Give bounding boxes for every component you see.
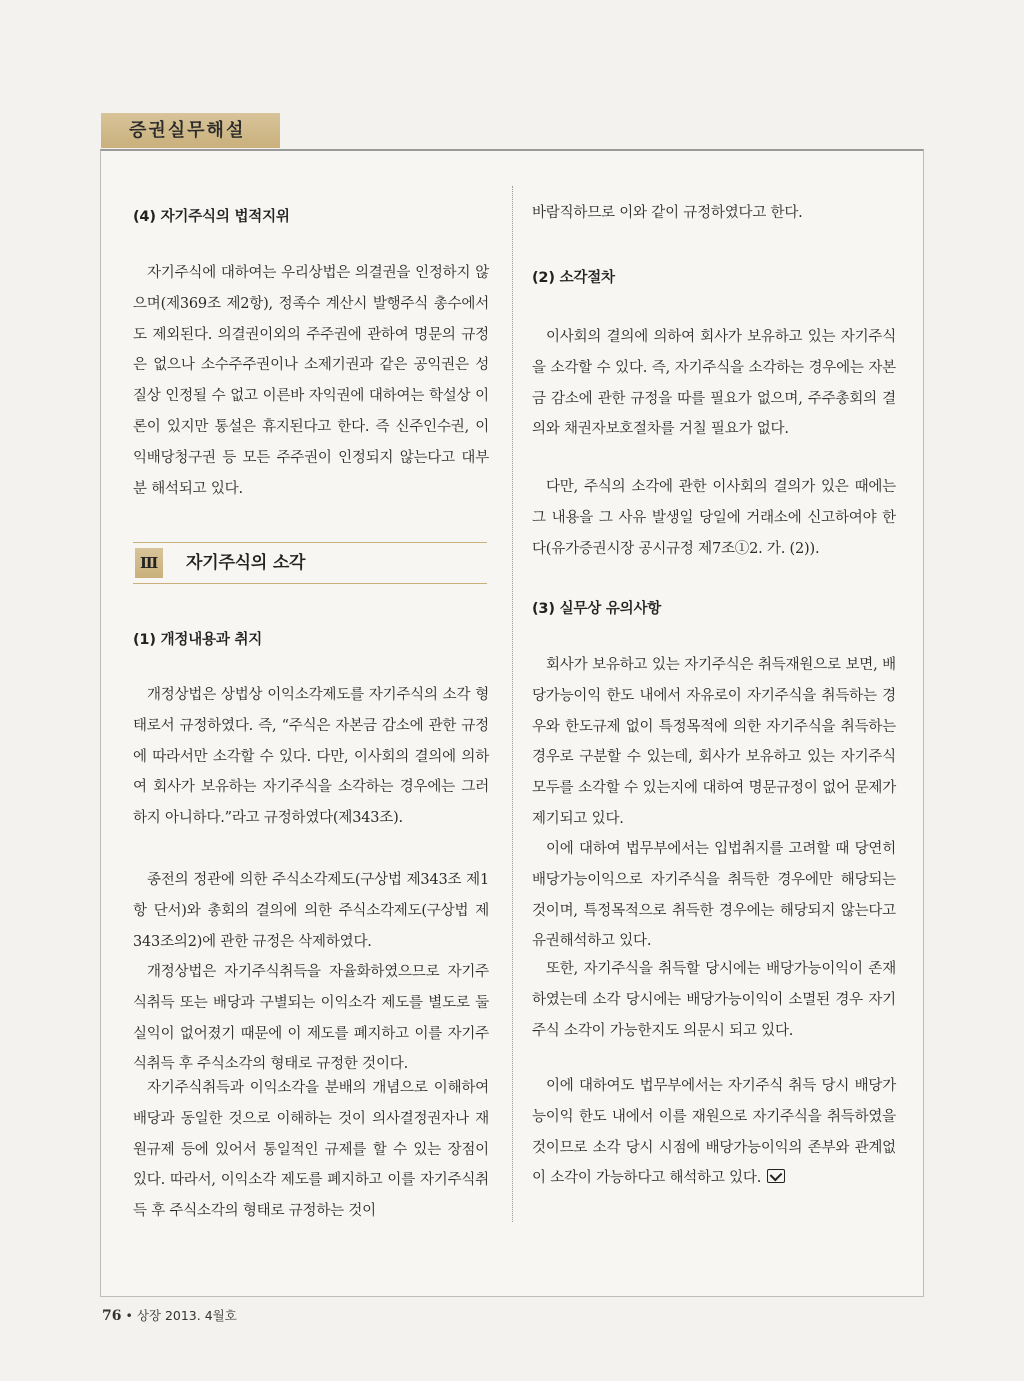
paragraph: 바람직하므로 이와 같이 규정하였다고 한다. — [532, 205, 803, 221]
subheading-procedure: (2) 소각절차 — [532, 270, 615, 286]
paragraph: 다만, 주식의 소각에 관한 이사회의 결의가 있은 때에는 그 내용을 그 사유 발생일 당일에 거래소에 신고하여야 한다(유가증권시장 공시규정 제7조①2. 가. (2)). — [532, 479, 896, 557]
paragraph: 이에 대하여 법무부에서는 입법취지를 고려할 때 당연히 배당가능이익으로 자기주식을 취득한 경우에만 해당되는 것이며, 특정목적으로 취득한 경우에는 해당되지 않는다고 유권해석하고 있다. — [532, 841, 896, 950]
footer-separator: • — [125, 1308, 133, 1323]
paragraph: 종전의 정관에 의한 주식소각제도(구상법 제343조 제1항 단서)와 총회의 결의에 의한 주식소각제도(구상법 제343조의2)에 관한 규정은 삭제하였다. — [133, 872, 489, 950]
paragraph: 또한, 자기주식을 취득할 당시에는 배당가능이익이 존재하였는데 소각 당시에는 배당가능이익이 소멸된 경우 자기주식 소각이 가능한지도 의문시 되고 있다. — [532, 961, 896, 1039]
paragraph: 자기주식취득과 이익소각을 분배의 개념으로 이해하여 배당과 동일한 것으로 이해하는 것이 의사결정권자나 재원규제 등에 있어서 통일적인 규제를 할 수 있는 장점이 있다. 따라서, 이익소각 제도를 폐지하고 이를 자기주식취득 후 주식소각의 형태로 규정하는 것이 — [133, 1080, 489, 1220]
section-title: 자기주식의 소각 — [186, 553, 306, 573]
subheading-amendment: (1) 개정내용과 취지 — [133, 632, 263, 648]
issue-label: 상장 2013. 4월호 — [136, 1308, 237, 1323]
paragraph: 회사가 보유하고 있는 자기주식은 취득재원으로 보면, 배당가능이익 한도 내에서 자유로이 자기주식을 취득하는 경우와 한도규제 없이 특정목적에 의한 자기주식을 취득하는 경우로 구분할 수 있는데, 회사가 보유하고 있는 자기주식 모두를 소각할 수 있는지에 대하여 명문규정이 없어 문제가 제기되고 있다. — [532, 657, 896, 827]
paragraph: 자기주식에 대하여는 우리상법은 의결권을 인정하지 않으며(제369조 제2항), 정족수 계산시 발행주식 총수에서도 제외된다. 의결권이외의 주주권에 관하여 명문의 규정은 없으나 소수주주권이나 소제기권과 같은 공익권은 성질상 인정될 수 없고 이른바 자익권에 대하여는 학설상 이론이 있지만 통설은 휴지된다고 한다. 즉 신주인수권, 이익배당청구권 등 모든 주주권이 인정되지 않는다고 대부분 해석되고 있다. — [133, 265, 489, 497]
page-footer — [102, 1306, 237, 1324]
subheading-legal-status: (4) 자기주식의 법적지위 — [133, 209, 290, 225]
section-tab: 증권실무해설 — [101, 113, 280, 148]
end-mark-icon — [767, 1169, 785, 1183]
paragraph: 개정상법은 자기주식취득을 자율화하였으므로 자기주식취득 또는 배당과 구별되는 이익소각 제도를 별도로 둘 실익이 없어졌기 때문에 이 제도를 폐지하고 이를 자기주식취득 후 주식소각의 형태로 규정한 것이다. — [133, 964, 489, 1073]
paragraph-text: 이에 대하여도 법무부에서는 자기주식 취득 당시 배당가능이익 한도 내에서 이를 재원으로 자기주식을 취득하였을 것이므로 소각 당시 시점에 배당가능이익의 존부와 관계없이 소각이 가능하다고 해석하고 있다. — [532, 1078, 896, 1187]
paragraph-final — [532, 1071, 896, 1194]
page-number: 76 — [102, 1308, 122, 1324]
paragraph: 개정상법은 상법상 이익소각제도를 자기주식의 소각 형태로서 규정하였다. 즉, “주식은 자본금 감소에 관한 규정에 따라서만 소각할 수 있다. 다만, 이사회의 결의에 의하여 회사가 보유하는 자기주식을 소각하는 경우에는 그러하지 아니하다.”라고 규정하였다(제343조). — [133, 687, 489, 827]
section-heading — [133, 542, 487, 584]
paragraph: 이사회의 결의에 의하여 회사가 보유하고 있는 자기주식을 소각할 수 있다. 즉, 자기주식을 소각하는 경우에는 자본금 감소에 관한 규정을 따를 필요가 없으며, 주주총회의 결의와 채권자보호절차를 거칠 필요가 없다. — [532, 329, 896, 438]
column-divider — [512, 186, 513, 1222]
section-number: Ⅲ — [135, 548, 163, 578]
subheading-practical-notes: (3) 실무상 유의사항 — [532, 601, 662, 617]
